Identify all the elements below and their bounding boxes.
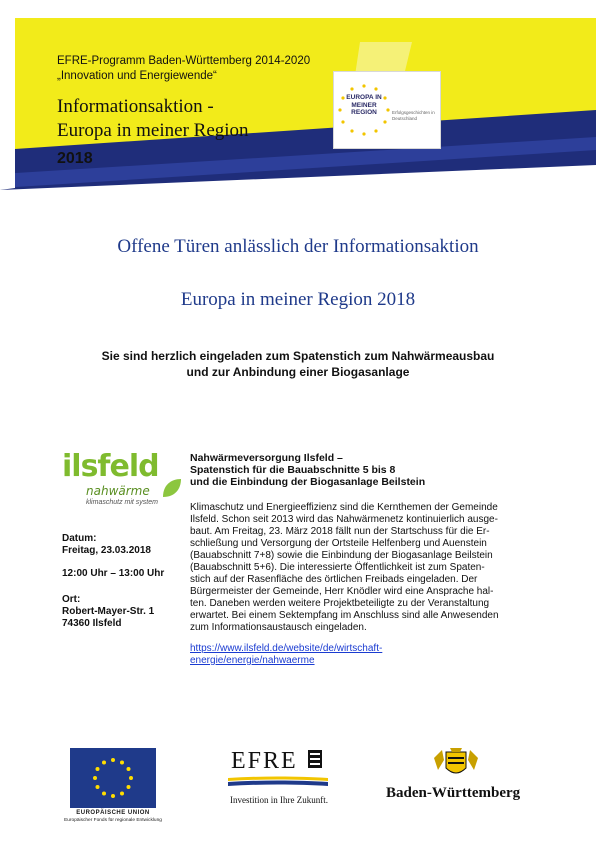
event-heading-line2: Spatenstich für die Bauabschnitte 5 bis 8 [190,464,396,476]
ilsfeld-logo-sub: nahwärme [86,484,150,498]
ilsfeld-logo-word: ilsfeld [62,449,159,484]
header-title-line2: Europa in meiner Region [57,120,249,141]
header-title-line1: Informationsaktion - [57,96,214,117]
main-title-line2: Europa in meiner Region 2018 [180,289,416,310]
efre-swoosh-icon [228,776,328,790]
eu-caption: EUROPÄISCHE UNION [76,810,150,816]
leaf-icon [161,477,183,499]
bw-coat-of-arms-icon [428,746,484,782]
eu-flag [70,748,156,808]
date-value: Freitag, 23.03.2018 [62,545,151,556]
logo-main-text: EUROPA IN MEINER REGION [346,94,382,116]
logo-sub-text: Erfolgsgeschichten in Deutschland [392,110,435,121]
europa-in-meiner-region-logo [333,71,441,149]
place-label: Ort: [62,594,81,605]
main-title-line1: Offene Türen anlässlich der Informationsaktion [117,236,479,257]
body-line: Ilsfeld. Schon seit 2013 wird das Nahwärmenetz kontinuierlich ausge- [190,514,498,525]
header-year: 2018 [57,150,93,167]
efre-slogan: Investition in Ihre Zukunft. [230,795,328,805]
body-line: schließung und Versorgung der Ortsteile Helfenberg und Auenstein [190,538,487,549]
body-line: baut. Am Freitag, 23. März 2018 fällt nun der Startschuss für die Er- [190,526,490,537]
invitation-line1: Sie sind herzlich eingeladen zum Spatenstich zum Nahwärmeausbau [101,349,495,363]
date-label: Datum: [62,533,97,544]
body-line: Bürgermeister der Gemeinde, Herr Knödler wird eine Ansprache hal- [190,586,494,597]
event-heading-line1: Nahwärmeversorgung Ilsfeld – [190,452,343,464]
body-line: stich auf der Rasenfläche des örtlichen Freibads eingeladen. Der [190,574,478,585]
place-city: 74360 Ilsfeld [62,618,122,629]
event-heading-line3: und die Einbindung der Biogasanlage Beilstein [190,476,426,488]
eu-stars-icon [70,748,156,808]
body-line: erwartet. Bei einem Sektempfang im Anschluss sind alle Anwesenden [190,610,499,621]
eu-fund-caption: Europäischer Fonds für regionale Entwicklung [64,818,162,823]
time-value: 12:00 Uhr – 13:00 Uhr [62,568,165,579]
header-banner [0,0,596,222]
body-line: (Bauabschnitt 7+8) sowie die Einbindung der Biogasanlage Beilstein [190,550,493,561]
ilsfeld-nahwaerme-logo [62,449,182,511]
body-line: (Bauabschnitt 5+6). Die interessierte Öffentlichkeit ist zum Spaten- [190,562,485,573]
efre-emblem-icon [308,750,322,768]
info-link-line1[interactable]: https://www.ilsfeld.de/website/de/wirtschaft- [190,643,383,654]
info-link-line2[interactable]: energie/energie/nahwaerme [190,655,315,666]
efre-logo-word: EFRE [231,748,298,774]
program-subtitle: „Innovation und Energiewende“ [57,70,217,82]
program-name: EFRE-Programm Baden-Württemberg 2014-2020 [57,55,311,67]
bw-wordmark: Baden-Württemberg [386,785,521,801]
invitation-line2: und zur Anbindung einer Biogasanlage [186,365,410,379]
body-line: Klimaschutz und Energieeffizienz sind die Kernthemen der Gemeinde [190,502,498,513]
ilsfeld-logo-tag: klimaschutz mit system [86,499,158,506]
body-line: ten. Daneben werden weitere Projektbeteiligte zu der Veranstaltung [190,598,490,609]
place-street: Robert-Mayer-Str. 1 [62,606,155,617]
body-line: zum Informationsaustausch eingeladen. [190,622,367,633]
